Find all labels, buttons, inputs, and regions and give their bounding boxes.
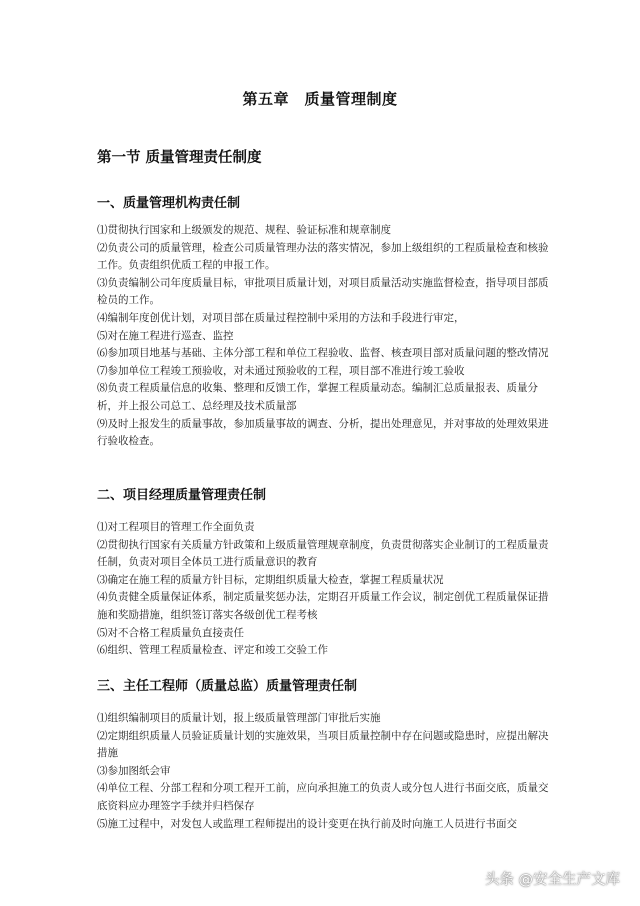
list-item: ⑴组织编制项目的质量计划，报上级质量管理部门审批后实施 [97, 712, 381, 724]
list-item: ⑷编制年度创优计划，对项目部在质量过程控制中采用的方法和手段进行审定， [97, 311, 465, 324]
section-title: 第一节 质量管理责任制度 [97, 150, 262, 166]
watermark: 头条 @安全生产文库 [484, 872, 620, 888]
subsection-1-list [97, 222, 557, 451]
list-item: ⑵贯彻执行国家有关质量方针政策和上级质量管理规章制度，负责贯彻落实企业制订的工程质量责任制，负责对项目全体员工进行质量意识的教育 [97, 538, 549, 569]
list-item: ⑷负责健全质量保证体系，制定质量奖惩办法，定期召开质量工作会议，制定创优工程质量保证措施和奖励措施，组织签订落实各级创优工程考核 [97, 591, 549, 621]
list-item: ⑵定期组织质量人员验证质量计划的实施效果，当项目质量控制中存在问题或隐患时，应提出解决措施 [97, 729, 549, 760]
list-item: ⑵负责公司的质量管理，检查公司质量管理办法的落实情况，参加上级组织的工程质量检查和核验工作。负责组织优质工程的申报工作。 [97, 241, 549, 272]
list-item: ⑸对不合格工程质量负直接责任 [97, 626, 244, 639]
list-item: ⑴贯彻执行国家和上级颁发的规范、规程、验证标准和规章制度 [97, 224, 391, 236]
list-item: ⑸施工过程中，对发包人或监理工程师提出的设计变更在执行前及时向施工人员进行书面交 [97, 817, 517, 830]
list-item: ⑸对在施工程进行巡查、监控 [97, 329, 234, 342]
subsection-title-2: 二、项目经理质量管理责任制 [97, 488, 267, 503]
subsection-2-list [97, 519, 557, 660]
list-item: ⑻负责工程质量信息的收集、整理和反馈工作，掌握工程质量动态。编制汇总质量报表、质量分析，并上报公司总工、总经理及技术质量部 [97, 382, 538, 412]
list-item: ⑹参加项目地基与基础、主体分部工程和单位工程验收、监督、核查项目部对质量问题的整改情况 [97, 347, 549, 360]
subsection-3-list [97, 710, 557, 833]
chapter-title: 第五章 质量管理制度 [242, 90, 398, 108]
list-item: ⑶负责编制公司年度质量目标，审批项目质量计划，对项目质量活动实施监督检查，指导项目部质检员的工作。 [97, 276, 549, 307]
subsection-title-3: 三、主任工程师（质量总监）质量管理责任制 [97, 679, 358, 694]
list-item: ⑶参加图纸会审 [97, 764, 171, 777]
list-item: ⑼及时上报发生的质量事故，参加质量事故的调查、分析，提出处理意见，并对事故的处理效果进行验收检查。 [97, 417, 549, 448]
list-item: ⑷单位工程、分部工程和分项工程开工前，应向承担施工的负责人或分包人进行书面交底，质量交底资料应办理签字手续并归档保存 [97, 782, 549, 812]
list-item: ⑴对工程项目的管理工作全面负责 [97, 521, 255, 533]
list-item: ⑺参加单位工程竣工预验收，对未通过预验收的工程，项目部不准进行竣工验收 [97, 364, 465, 377]
list-item: ⑹组织、管理工程质量检查、评定和竣工交验工作 [97, 644, 328, 657]
subsection-title-1: 一、质量管理机构责任制 [97, 196, 241, 211]
list-item: ⑶确定在施工程的质量方针目标，定期组织质量大检查，掌握工程质量状况 [97, 573, 444, 586]
